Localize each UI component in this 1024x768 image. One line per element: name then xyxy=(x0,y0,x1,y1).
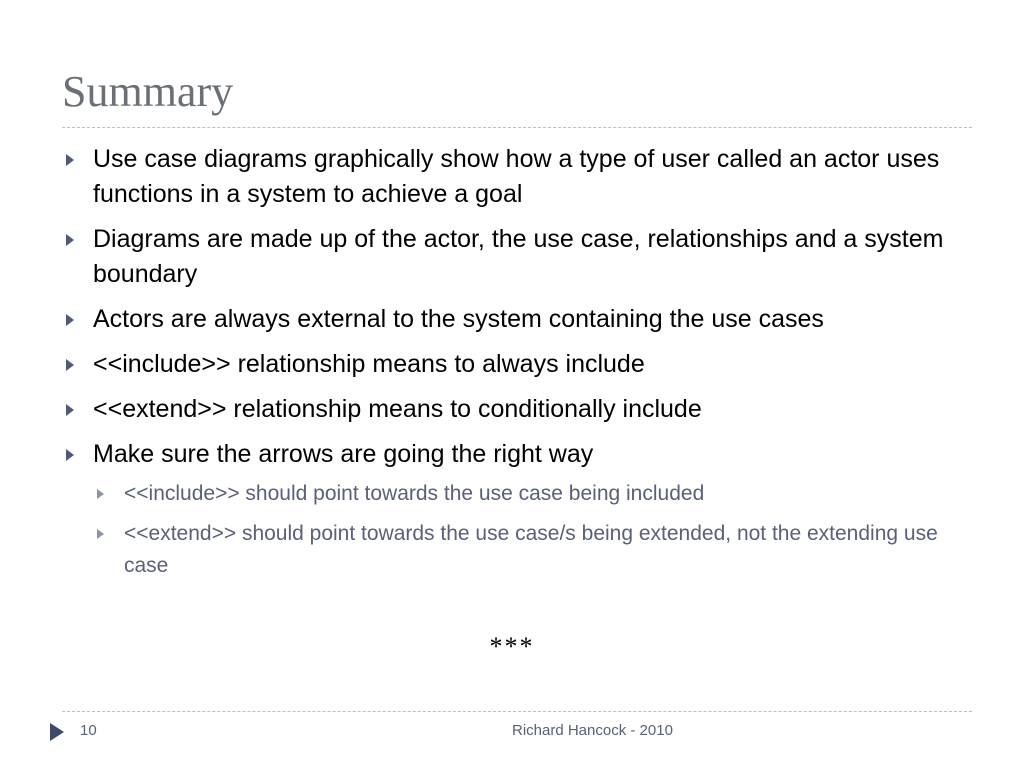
bullet-arrow-icon xyxy=(66,449,74,461)
page-number: 10 xyxy=(80,722,97,739)
bullet-arrow-icon xyxy=(66,359,74,371)
footer-divider xyxy=(62,711,972,712)
bullet-text: Diagrams are made up of the actor, the use case, relationships and a system boundary xyxy=(93,225,944,288)
sub-bullet-item xyxy=(93,478,972,510)
bullet-arrow-icon xyxy=(66,234,74,246)
sub-bullet-text: <<include>> should point towards the use case being included xyxy=(124,482,705,505)
title-divider xyxy=(62,127,972,128)
footer-author: Richard Hancock - 2010 xyxy=(512,722,673,739)
bullet-item xyxy=(62,222,972,292)
footer-arrow-icon xyxy=(50,723,64,741)
bullet-arrow-icon xyxy=(66,404,74,416)
bullet-item xyxy=(62,142,972,212)
bullet-item xyxy=(62,347,972,382)
bullet-item xyxy=(62,302,972,337)
sub-bullet-text: <<extend>> should point towards the use case/s being extended, not the extending use case xyxy=(124,522,938,577)
end-marker: *** xyxy=(489,632,535,661)
slide-title: Summary xyxy=(62,67,234,116)
sub-bullet-arrow-icon xyxy=(97,489,104,499)
bullet-item xyxy=(62,392,972,427)
bullet-text: <<include>> relationship means to always include xyxy=(93,350,645,378)
sub-bullet-item xyxy=(93,518,972,582)
bullet-text: Use case diagrams graphically show how a type of user called an actor uses functions in a system to achieve a goal xyxy=(93,145,940,208)
bullet-text: Make sure the arrows are going the right way xyxy=(93,440,594,468)
bullet-list xyxy=(62,142,972,590)
bullet-item xyxy=(62,437,972,472)
bullet-text: Actors are always external to the system containing the use cases xyxy=(93,305,824,333)
bullet-arrow-icon xyxy=(66,154,74,166)
bullet-arrow-icon xyxy=(66,314,74,326)
sub-bullet-arrow-icon xyxy=(97,529,104,539)
bullet-text: <<extend>> relationship means to conditionally include xyxy=(93,395,702,423)
